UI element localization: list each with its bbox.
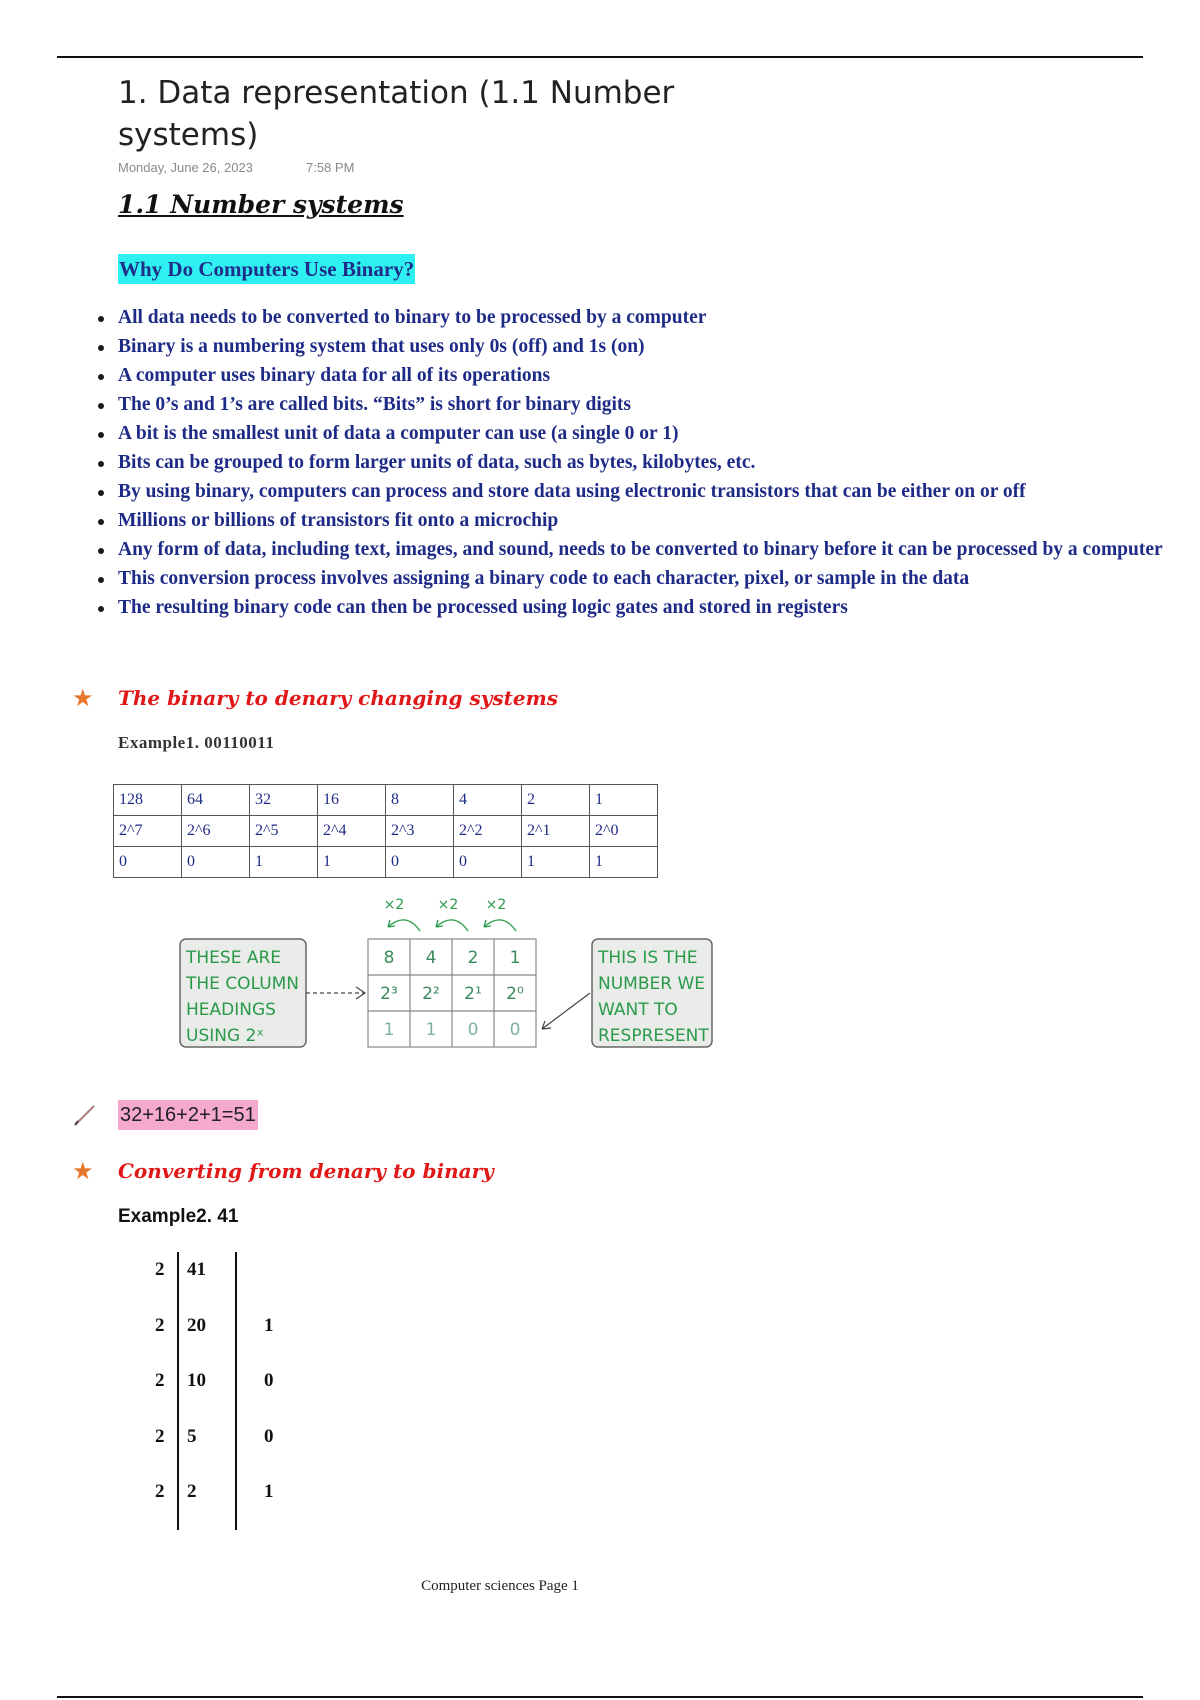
right-arrow: [542, 993, 590, 1029]
grid-power: 2²: [422, 984, 440, 1004]
remainder: 1: [264, 1315, 274, 1336]
list-item: The 0’s and 1’s are called bits. “Bits” is short for binary digits: [96, 392, 1196, 418]
pencil-icon: [72, 1102, 98, 1128]
table-cell: 2: [522, 785, 590, 816]
grid-power: 2⁰: [506, 984, 524, 1004]
grid-heading: 1: [509, 948, 521, 968]
table-cell: 1: [590, 847, 658, 878]
remainder: 0: [264, 1426, 274, 1447]
table-cell: 1: [590, 785, 658, 816]
grid-power: 2¹: [464, 984, 482, 1004]
grid-power: 2³: [380, 984, 398, 1004]
table-cell: 1: [250, 847, 318, 878]
table-cell: 8: [386, 785, 454, 816]
multiplier-arcs: [388, 920, 516, 931]
grid-heading: 8: [383, 948, 395, 968]
quotient: 10: [187, 1370, 206, 1391]
page-date: Monday, June 26, 2023: [118, 160, 253, 175]
column-headings-diagram: [170, 895, 730, 1075]
table-cell: 4: [454, 785, 522, 816]
table-cell: 2^6: [182, 816, 250, 847]
divisor: 2: [155, 1481, 165, 1502]
grid-bit: 0: [467, 1020, 479, 1040]
quotient: 20: [187, 1315, 206, 1336]
division-diagram: [140, 1240, 310, 1530]
quotient: 5: [187, 1426, 197, 1447]
page-time: 7:58 PM: [306, 160, 355, 175]
top-rule: [57, 56, 1143, 58]
list-item: Any form of data, including text, images, and sound, needs to be converted to binary before it can be processed by a computer: [96, 537, 1200, 563]
divisor: 2: [155, 1426, 165, 1447]
right-callout-line: NUMBER WE: [598, 974, 705, 994]
table-cell: 0: [182, 847, 250, 878]
page-footer: Computer sciences Page 1: [421, 1578, 579, 1594]
multiplier-label: ×2: [437, 897, 459, 913]
table-cell: 2^0: [590, 816, 658, 847]
table-cell: 1: [522, 847, 590, 878]
table-cell: 0: [454, 847, 522, 878]
quotient: 2: [187, 1481, 197, 1502]
star-icon: ★: [72, 1157, 94, 1185]
list-item: This conversion process involves assigning a binary code to each character, pixel, or sample in the data: [96, 566, 1196, 592]
binary-bullet-list: [96, 305, 1196, 624]
denary-to-binary-heading: Converting from denary to binary: [118, 1159, 494, 1183]
list-item: The resulting binary code can then be processed using logic gates and stored in registers: [96, 595, 1196, 621]
example2-label: Example2. 41: [118, 1206, 239, 1227]
left-callout-line: THE COLUMN: [186, 974, 300, 994]
binary-place-value-table: [113, 784, 658, 878]
table-cell: 2^2: [454, 816, 522, 847]
table-cell: 64: [182, 785, 250, 816]
list-item: By using binary, computers can process and store data using electronic transistors that can be either on or off: [96, 479, 1196, 505]
table-cell: 0: [386, 847, 454, 878]
grid-bit: 0: [509, 1020, 521, 1040]
table-cell: 128: [114, 785, 182, 816]
list-item: A bit is the smallest unit of data a computer can use (a single 0 or 1): [96, 421, 1196, 447]
list-item: A computer uses binary data for all of its operations: [96, 363, 1196, 389]
grid-bit: 1: [383, 1020, 395, 1040]
list-item: Bits can be grouped to form larger units of data, such as bytes, kilobytes, etc.: [96, 450, 1196, 476]
why-binary-heading: Why Do Computers Use Binary?: [118, 254, 415, 284]
divisor: 2: [155, 1259, 165, 1280]
right-callout-line: RESPRESENT: [598, 1026, 709, 1046]
table-row: [114, 847, 658, 878]
table-cell: 16: [318, 785, 386, 816]
binary-to-denary-heading: The binary to denary changing systems: [118, 686, 558, 710]
grid-heading: 4: [425, 948, 437, 968]
multiplier-label: ×2: [485, 897, 507, 913]
divisor: 2: [155, 1370, 165, 1391]
table-cell: 1: [318, 847, 386, 878]
quotient: 41: [187, 1259, 206, 1280]
multiplier-label: ×2: [383, 897, 405, 913]
right-callout-line: THIS IS THE: [598, 948, 698, 968]
table-cell: 0: [114, 847, 182, 878]
right-callout-line: WANT TO: [598, 1000, 678, 1020]
left-callout-line: USING 2ˣ: [186, 1026, 264, 1046]
grid-bit: 1: [425, 1020, 437, 1040]
bottom-rule: [57, 1696, 1143, 1698]
table-cell: 2^1: [522, 816, 590, 847]
table-row: [114, 785, 658, 816]
grid-heading: 2: [467, 948, 479, 968]
table-cell: 32: [250, 785, 318, 816]
list-item: Binary is a numbering system that uses only 0s (off) and 1s (on): [96, 334, 1196, 360]
divisor: 2: [155, 1315, 165, 1336]
remainder: 1: [264, 1481, 274, 1502]
remainder: 0: [264, 1370, 274, 1391]
left-callout-line: THESE ARE: [186, 948, 282, 968]
left-callout-line: HEADINGS: [186, 1000, 276, 1020]
table-cell: 2^4: [318, 816, 386, 847]
example1-label: Example1. 00110011: [118, 733, 275, 752]
star-icon: ★: [72, 684, 94, 712]
table-row: [114, 816, 658, 847]
table-cell: 2^5: [250, 816, 318, 847]
page-title: 1. Data representation (1.1 Number systems): [118, 75, 675, 153]
table-cell: 2^3: [386, 816, 454, 847]
table-cell: 2^7: [114, 816, 182, 847]
sum-result: 32+16+2+1=51: [118, 1100, 258, 1130]
list-item: All data needs to be converted to binary to be processed by a computer: [96, 305, 1196, 331]
section-heading: 1.1 Number systems: [118, 190, 404, 219]
list-item: Millions or billions of transistors fit onto a microchip: [96, 508, 1196, 534]
